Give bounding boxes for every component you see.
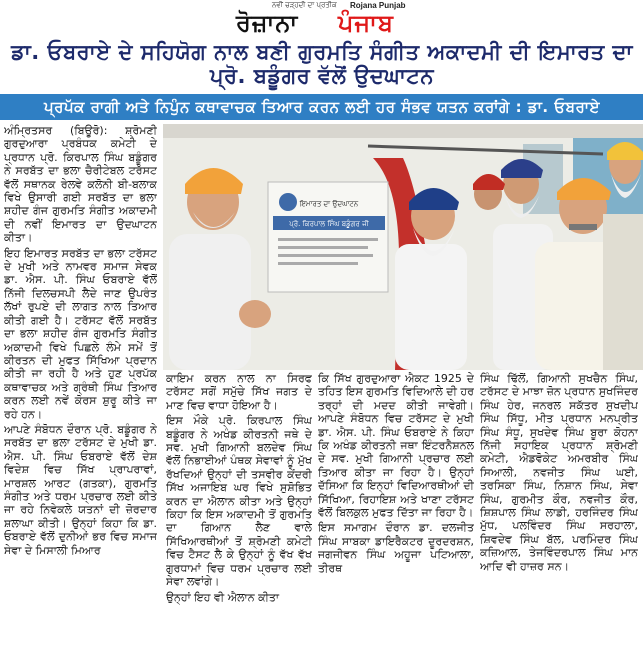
plaque-name: ਪ੍ਰੋ. ਕਿਰਪਾਲ ਸਿੰਘ ਬਡੂੰਗਰ ਜੀ [289, 220, 369, 228]
subheadline-banner [0, 94, 643, 120]
article-paragraph: ਸਿੰਘ ਢਿੱਲੋਂ, ਗਿਆਨੀ ਸੁਖਚੈਨ ਸਿੰਘ, ਟਰੱਸਟ ਦੇ ਮਾਝਾ ਜ਼ੋਨ ਪ੍ਰਧਾਨ ਸੁਖਜਿੰਦਰ ਸਿੰਘ ਹੇਰ, ਜਨਰਲ ਸਕੱਤਰ ਸੁਖਦੀਪ ਸਿੰਘ ਸਿੱਧੂ, ਮੀਤ ਪ੍ਰਧਾਨ ਮਨਪ੍ਰੀਤ ਸਿੰਘ ਸੰਧੂ, ਸੁਖਦੇਵ ਸਿੰਘ ਬੂਰਾ ਕੋਹਨਾ ਨਿੱਜੀ ਸਹਾਇਕ ਪ੍ਰਧਾਨ ਸ਼੍ਰੋਮਣੀ ਕਮੇਟੀ, ਐਡਵੋਕੇਟ ਅਮਰਬੀਰ ਸਿੰਘ ਸਿਆਲੀ, ਨਵਜੀਤ ਸਿੰਘ ਘਈ, ਤਰਸਿਕਾ ਸਿੰਘ, ਨਿਸ਼ਾਨ ਸਿੰਘ, ਸੇਵਾ ਸਿੰਘ, ਗੁਰਮੀਤ ਕੌਰ, ਨਵਜੀਤ ਕੌਰ, ਸ਼ਿਸ਼ਪਾਲ ਸਿੰਘ ਲਾਡੀ, ਹਰਜਿੰਦਰ ਸਿੰਘ ਮੁੱਧ, ਪਲਵਿੰਦਰ ਸਿੰਘ ਸਰਹਾਲਾ, ਸ਼ਿਵਦੇਵ ਸਿੰਘ ਬੱਲ, ਪਰਮਿੰਦਰ ਸਿੰਘ ਕਜ਼ਿਆਲ, ਤੇਜਵਿੰਦਰਪਾਲ ਸਿੰਘ ਮਾਨ ਆਦਿ ਵੀ ਹਾਜ਼ਰ ਸਨ। [480, 372, 638, 573]
headline-text: ਡਾ. ਓਬਰਾਏ ਦੇ ਸਹਿਯੋਗ ਨਾਲ ਬਣੀ ਗੁਰਮਤਿ ਸੰਗੀਤ ਅਕਾਦਮੀ ਦੀ ਇਮਾਰਤ ਦਾ ਪ੍ਰੋ. ਬਡੂੰਗਰ ਵੱਲੋਂ ਉਦਘਾਟਨ [11, 40, 633, 88]
article-paragraph: ਇਹ ਇਮਾਰਤ ਸਰਬੱਤ ਦਾ ਭਲਾ ਟਰੱਸਟ ਦੇ ਮੁਖੀ ਅਤੇ ਨਾਮਵਰ ਸਮਾਜ ਸੇਵਕ ਡਾ. ਐਸ. ਪੀ. ਸਿੰਘ ਓਬਰਾਏ ਵੱਲੋਂ ਨਿੱਜੀ ਦਿਲਚਸਪੀ ਲੈਦੇ ਜਾਣ ਉਪਰੰਤ ਲੱਖਾਂ ਰੁਪਏ ਦੀ ਲਾਗਤ ਨਾਲ ਤਿਆਰ ਕੀਤੀ ਗਈ ਹੈ। ਟਰੱਸਟ ਵੱਲੋਂ ਸਰਬੱਤ ਦਾ ਭਲਾ ਸ਼ਹੀਦ ਗੰਜ ਗੁਰਮਤਿ ਸੰਗੀਤ ਅਕਾਦਮੀ ਵਿਖੇ ਪਿਛਲੇ ਲੰਮੇ ਸਮੇਂ ਤੋਂ ਕੀਰਤਨ ਦੀ ਮੁਫਤ ਸਿੱਖਿਆ ਪ੍ਰਦਾਨ ਕੀਤੀ ਜਾ ਰਹੀ ਹੈ ਅਤੇ ਹੁਣ ਪ੍ਰਪੱਕ ਕਥਾਵਾਚਕ ਅਤੇ ਗ੍ਰੰਥੀ ਸਿੰਘ ਤਿਆਰ ਕਰਨ ਲਈ ਨਵੇਂ ਕੋਰਸ ਸ਼ੁਰੂ ਕੀਤੇ ਜਾ ਰਹੇ ਹਨ। [4, 246, 157, 421]
inauguration-photo [163, 124, 643, 370]
news-photo [163, 124, 643, 370]
masthead [0, 0, 643, 36]
article-paragraph: ਕਾਇਮ ਕਰਨ ਨਾਲ ਨਾ ਸਿਰਫ ਟਰੱਸਟ ਸਗੋਂ ਸਮੁੱਚੇ ਸਿੱਖ ਜਗਤ ਦੇ ਮਾਣ ਵਿਚ ਵਾਧਾ ਹੋਇਆ ਹੈ। [166, 372, 312, 412]
plaque-heading: ਇਮਾਰਤ ਦਾ ਉਦਘਾਟਨ [299, 200, 359, 208]
article-paragraph: ਉਨ੍ਹਾਂ ਇਹ ਵੀ ਐਲਾਨ ਕੀਤਾ [166, 590, 280, 604]
article-paragraph: ਆਪਣੇ ਸੰਬੋਧਨ ਦੌਰਾਨ ਪ੍ਰੋ. ਬਡੂੰਗਰ ਨੇ ਸਰਬੱਤ ਦਾ ਭਲਾ ਟਰੱਸਟ ਦੇ ਮੁਖੀ ਡਾ. ਐਸ. ਪੀ. ਸਿੰਘ ਓਬਰਾਏ ਵੱਲੋਂ ਦੇਸ਼ ਵਿਦੇਸ਼ ਵਿਚ ਸਿੱਖ ਪ੍ਰਾਪਰਾਵਾਂ, ਮਾਰਸ਼ਲ ਆਰਟ (ਗਤਕਾ), ਗੁਰਮਤਿ ਸੰਗੀਤ ਅਤੇ ਧਰਮ ਪ੍ਰਚਾਰ ਲਈ ਕੀਤੇ ਜਾ ਰਹੇ ਨਿਵੇਕਲੇ ਯਤਨਾਂ ਦੀ ਜ਼ੋਰਦਾਰ ਸ਼ਲਾਘਾ ਕੀਤੀ। ਉਨ੍ਹਾਂ ਕਿਹਾ ਕਿ ਡਾ. ਓਬਰਾਏ ਵੱਲੋਂ ਦੁਨੀਆਂ ਭਰ ਵਿਚ ਸਮਾਜ ਸੇਵਾ ਦੇ ਮਿਸਾਲੀ ਮਿਆਰ [4, 422, 157, 557]
article-paragraph: ਕਿ ਸਿੱਖ ਗੁਰਦੁਆਰਾ ਐਕਟ 1925 ਦੇ ਤਹਿਤ ਇਸ ਗੁਰਮਤਿ ਵਿਦਿਆਲੇ ਦੀ ਹਰ ਤਰ੍ਹਾਂ ਦੀ ਮਦਦ ਕੀਤੀ ਜਾਵੇਗੀ। ਆਪਣੇ ਸੰਬੋਧਨ ਵਿਚ ਟਰੱਸਟ ਦੇ ਮੁਖੀ ਡਾ. ਐਸ. ਪੀ. ਸਿੰਘ ਓਬਰਾਏ ਨੇ ਕਿਹਾ ਕਿ ਅਖੰਡ ਕੀਰਤਨੀ ਜਥਾ ਇੰਟਰਨੈਸ਼ਨਲ ਦੇ ਸਵ. ਮੁਖੀ ਗਿਆਨੀ ਪ੍ਰਚਾਰ ਲਈ ਤਿਆਰ ਕੀਤਾ ਜਾ ਰਿਹਾ ਹੈ। ਉਨ੍ਹਾਂ ਦੱਸਿਆ ਕਿ ਇਨ੍ਹਾਂ ਵਿਦਿਆਰਥੀਆਂ ਦੀ ਸਿੱਖਿਆ, ਰਿਹਾਇਸ਼ ਅਤੇ ਖਾਣਾ ਟਰੱਸਟ ਵੱਲੋਂ ਬਿਲਕੁਲ ਮੁਫਤ ਦਿੱਤਾ ਜਾ ਰਿਹਾ ਹੈ। [318, 372, 474, 520]
article-column-4 [480, 372, 638, 662]
subheadline-text: ਪ੍ਰਪੱਕ ਰਾਗੀ ਅਤੇ ਨਿਪੁੰਨ ਕਥਾਵਾਚਕ ਤਿਆਰ ਕਰਨ ਲਈ ਹਰ ਸੰਭਵ ਯਤਨ ਕਰਾਂਗੇ : ਡਾ. ਓਬਰਾਏ [43, 98, 601, 116]
masthead-logo-word-1: ਰੋਜ਼ਾਨਾ [236, 9, 299, 37]
article-paragraph: ਅੰਮ੍ਰਿਤਸਰ (ਬਿਊਰੋ): ਸ਼੍ਰੋਮਣੀ ਗੁਰਦੁਆਰਾ ਪ੍ਰਬੰਧਕ ਕਮੇਟੀ ਦੇ ਪ੍ਰਧਾਨ ਪ੍ਰੋ. ਕਿਰਪਾਲ ਸਿੰਘ ਬਡੂੰਗਰ ਨੇ ਸਰਬੱਤ ਦਾ ਭਲਾ ਚੈਰੀਟੇਬਲ ਟਰੱਸਟ ਵੱਲੋਂ ਸਥਾਨਕ ਰੇਲਵੇ ਕਲੋਨੀ ਬੀ-ਬਲਾਕ ਵਿਖੇ ਉਸਾਰੀ ਗਈ ਸਰਬੱਤ ਦਾ ਭਲਾ ਸ਼ਹੀਦ ਗੰਜ ਗੁਰਮਤਿ ਸੰਗੀਤ ਅਕਾਦਮੀ ਦੀ ਨਵੀਂ ਇਮਾਰਤ ਦਾ ਉਦਘਾਟਨ ਕੀਤਾ। [4, 124, 157, 245]
masthead-tagline: ਨਵੀਂ ਚੜ੍ਹਦੀ ਦਾ ਪ੍ਰਤੀਕ [272, 1, 337, 9]
article-column-2 [166, 372, 312, 662]
masthead-url: Rojana Punjab [350, 1, 406, 10]
masthead-logo-word-2: ਪੰਜਾਬ [338, 9, 394, 37]
article-paragraph: ਇਸ ਮੌਕੇ ਪ੍ਰੋ. ਕਿਰਪਾਲ ਸਿੰਘ ਬਡੂੰਗਰ ਨੇ ਅਖੰਡ ਕੀਰਤਨੀ ਜਥੇ ਦੇ ਸਵ. ਮੁਖੀ ਗਿਆਨੀ ਬਲਦੇਵ ਸਿੰਘ ਵੱਲੋਂ ਨਿਭਾਈਆਂ ਪੰਥਕ ਸੇਵਾਵਾਂ ਨੂੰ ਮੁੱਖ ਰੱਖਦਿਆਂ ਉਨ੍ਹਾਂ ਦੀ ਤਸਵੀਰ ਕੇਂਦਰੀ ਸਿੱਖ ਅਜਾਇਬ ਘਰ ਵਿਖੇ ਸੁਸ਼ੋਭਿਤ ਕਰਨ ਦਾ ਐਲਾਨ ਕੀਤਾ ਅਤੇ ਉਨ੍ਹਾਂ ਕਿਹਾ ਕਿ ਇਸ ਅਕਾਦਮੀ ਤੋਂ ਗੁਰਮਤਿ ਦਾ ਗਿਆਨ ਲੈਣ ਵਾਲੇ ਸਿੱਖਿਆਰਥੀਆਂ ਤੋਂ ਸ਼੍ਰੋਮਣੀ ਕਮੇਟੀ ਵਿਚ ਟੈਸਟ ਲੈ ਕੇ ਉਨ੍ਹਾਂ ਨੂੰ ਵੱਖ ਵੱਖ ਗੁਰਧਾਮਾਂ ਵਿਚ ਧਰਮ ਪ੍ਰਚਾਰ ਲਈ ਸੇਵਾ ਲਵਾਂਗੇ। [166, 414, 312, 589]
headline [0, 36, 643, 94]
article-paragraph: ਇਸ ਸਮਾਗਮ ਦੌਰਾਨ ਡਾ. ਦਲਜੀਤ ਸਿੰਘ ਸਾਬਕਾ ਡਾਇਰੈਕਟਰ ਦੂਰਦਰਸ਼ਨ, ਜਗਜੀਵਨ ਸਿੰਘ ਅਹੂਜਾ ਪਟਿਆਲਾ, ਤੀਰਥ [318, 521, 474, 575]
article-column-3 [318, 372, 474, 662]
article-column-1 [4, 124, 157, 662]
